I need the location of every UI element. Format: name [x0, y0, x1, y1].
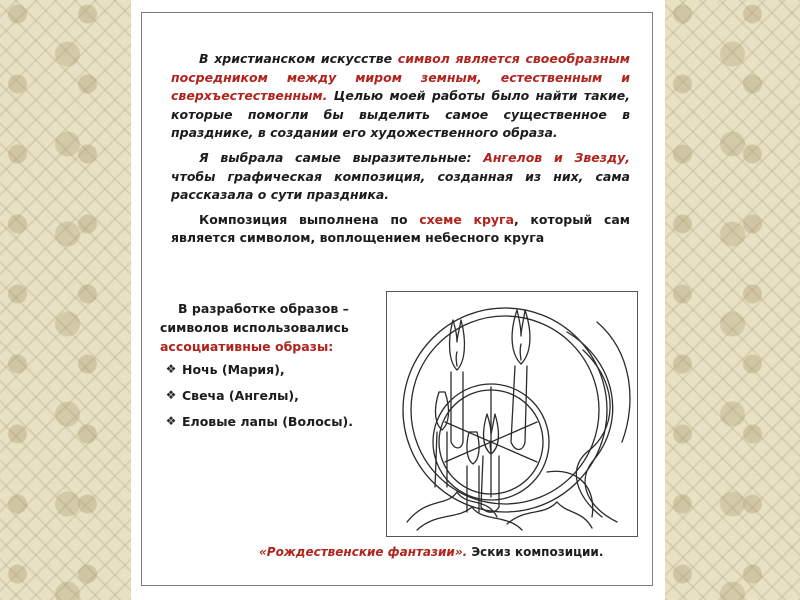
list-item-text: Свеча (Ангелы), [182, 388, 299, 403]
associations-lead [160, 299, 374, 356]
paragraph-2-text-end: чтобы графическая композиция, созданная из них, сама рассказала о сути праздника. [171, 168, 630, 203]
paragraph-2-text: Я выбрала самые выразительные: [199, 149, 484, 165]
paragraph-3 [171, 211, 630, 248]
paragraph-1-highlight: символ является своеобразным посредником между миром земным, естественным и сверхъестественным. [171, 51, 630, 104]
associations-term: ассоциативные образы: [160, 339, 334, 354]
paragraph-3-highlight: схеме круга [419, 211, 515, 227]
diamond-bullet-icon: ❖ [165, 362, 177, 376]
list-item [160, 360, 374, 379]
list-item-text: Еловые лапы (Волосы). [182, 414, 353, 429]
composition-sketch [386, 291, 638, 537]
paragraph-1 [171, 50, 630, 143]
paragraph-3-text: Композиция выполнена по [199, 211, 420, 227]
paragraph-1-text-end: Целью моей работы было найти такие, которые помогли бы выделить самое существенное в празднике, в создании его художественного образа. [171, 88, 630, 141]
list-item [160, 412, 374, 431]
paragraph-1-text: В христианском искусстве [199, 51, 398, 66]
list-item-text: Ночь (Мария), [182, 362, 285, 377]
paragraph-2 [171, 149, 630, 205]
list-item [160, 386, 374, 405]
associations-list [160, 360, 374, 431]
paragraph-2-highlight: Ангелов и Звезду, [483, 149, 630, 165]
candles-drawing [387, 292, 637, 536]
associations-block [160, 299, 374, 438]
associations-lead-text: В разработке образов – символов использовались [160, 301, 349, 335]
sketch-caption [259, 545, 639, 559]
diamond-bullet-icon: ❖ [165, 388, 177, 402]
ornament-border-left [0, 0, 131, 600]
paragraph-3-text-end: , который сам является символом, воплощением небесного круга [171, 211, 631, 246]
caption-text: Эскиз композиции. [467, 545, 604, 559]
intro-text [171, 50, 630, 254]
content-panel [141, 12, 653, 586]
slide [131, 0, 665, 600]
caption-title: «Рождественские фантазии». [259, 545, 468, 559]
ornament-border-right [665, 0, 800, 600]
diamond-bullet-icon: ❖ [165, 414, 177, 428]
